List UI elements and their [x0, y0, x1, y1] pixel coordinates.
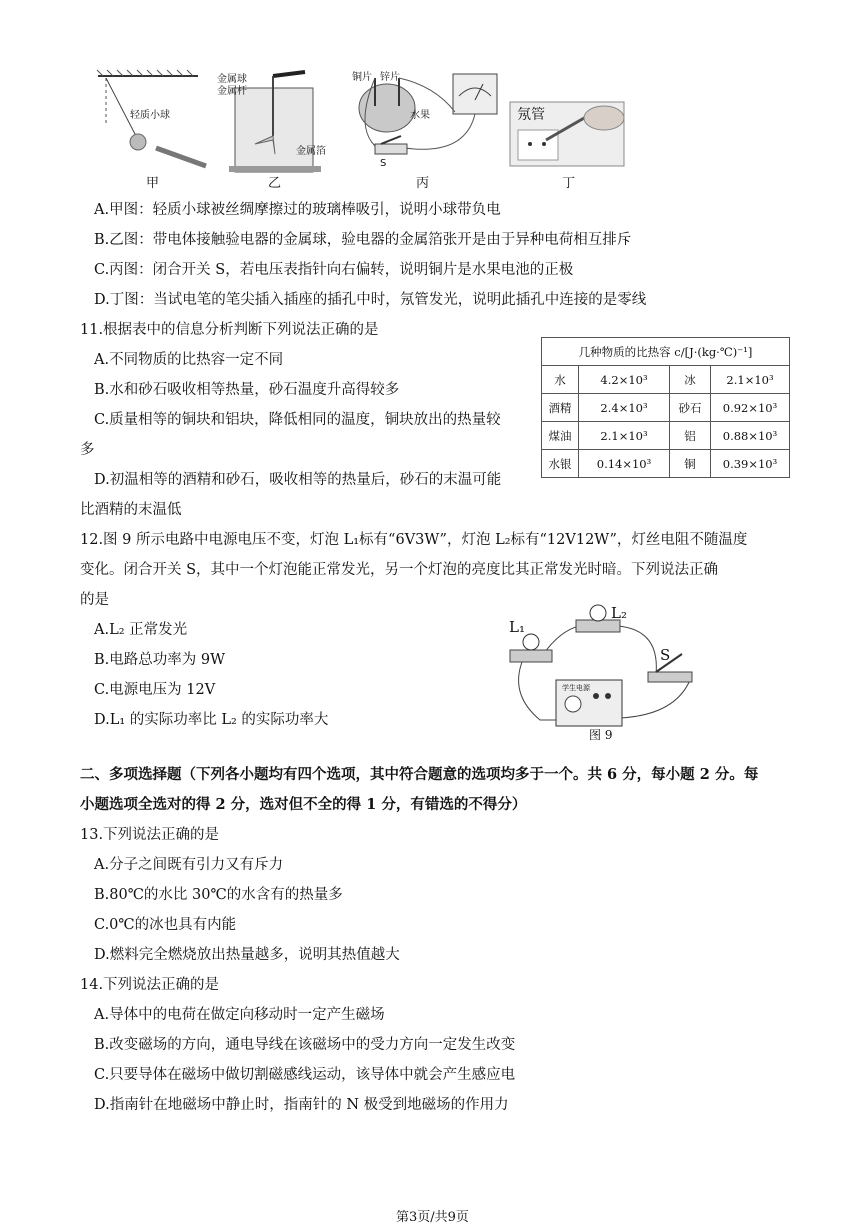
q12-option-a: A.L₂ 正常发光 [94, 622, 188, 638]
figure-9-circuit [500, 600, 700, 730]
q13-option-b: B.80℃的水比 30℃的水含有的热量多 [94, 887, 343, 903]
q13-option-d: D.燃料完全燃烧放出热量越多，说明其热值越大 [94, 947, 400, 963]
fig9-s-label: S [660, 646, 671, 664]
q10-option-d: D.丁图：当试电笔的笔尖插入插座的插孔中时，氖管发光，说明此插孔中连接的是零线 [94, 292, 647, 308]
bing-cu-label: 铜片 [352, 72, 372, 83]
q11-option-d: D.初温相等的酒精和砂石，吸收相等的热量后，砂石的末温可能 [94, 472, 502, 488]
figure-label-ding: 丁 [562, 176, 576, 191]
q13-option-a: A.分子之间既有引力又有斥力 [94, 857, 284, 873]
table-row: 水银 0.14×10³ 铜 0.39×10³ [542, 450, 790, 478]
table-title: 几种物质的比热容 c/[J·(kg·℃)⁻¹] [542, 338, 790, 366]
section2-header-line1: 二、多项选择题（下列各小题均有四个选项，其中符合题意的选项均多于一个。共 6 分，每小题 2 分。每 [80, 766, 759, 783]
q14-option-c: C.只要导体在磁场中做切割磁感线运动，该导体中就会产生感应电 [94, 1067, 516, 1083]
q11-option-a: A.不同物质的比热容一定不同 [94, 352, 284, 368]
specific-heat-table [541, 337, 790, 478]
figure-label-bing: 丙 [416, 176, 430, 191]
q10-option-a: A.甲图：轻质小球被丝绸摩擦过的玻璃棒吸引，说明小球带负电 [94, 202, 501, 218]
page-footer: 第3页/共9页 [396, 1210, 469, 1225]
fig9-caption: 图 9 [589, 728, 613, 742]
yi-foil-label: 金属箔 [296, 146, 326, 157]
ding-neon-label: 氖管 [517, 107, 545, 123]
yi-rod-label: 金属杆 [217, 86, 247, 97]
q11-option-b: B.水和砂石吸收相等热量，砂石温度升高得较多 [94, 382, 400, 398]
q14-option-d: D.指南针在地磁场中静止时，指南针的 N 极受到地磁场的作用力 [94, 1097, 509, 1113]
fig9-power-label: 学生电源 [562, 684, 590, 692]
q10-option-b: B.乙图：带电体接触验电器的金属球，验电器的金属箔张开是由于异种电荷相互排斥 [94, 232, 632, 248]
q11-option-c: C.质量相等的铜块和铝块，降低相同的温度，铜块放出的热量较 [94, 412, 501, 428]
bing-zn-label: 锌片 [380, 72, 400, 83]
q13-stem: 13.下列说法正确的是 [80, 827, 220, 843]
q11-option-d-cont: 比酒精的末温低 [80, 502, 182, 518]
figure-label-yi: 乙 [268, 176, 282, 191]
fig9-l2-label: L₂ [611, 604, 627, 622]
fig9-l1-label: L₁ [509, 618, 525, 636]
q11-stem: 11.根据表中的信息分析判断下列说法正确的是 [80, 322, 379, 338]
bing-fruit-label: 水果 [410, 110, 430, 121]
q10-option-c: C.丙图：闭合开关 S，若电压表指针向右偏转，说明铜片是水果电池的正极 [94, 262, 574, 278]
yi-ball-label: 金属球 [217, 74, 247, 85]
q12-option-c: C.电源电压为 12V [94, 682, 216, 698]
table-row: 酒精 2.4×10³ 砂石 0.92×10³ [542, 394, 790, 422]
figure-label-jia: 甲 [146, 176, 160, 191]
q11-option-c-cont: 多 [80, 442, 95, 458]
table-row: 煤油 2.1×10³ 铝 0.88×10³ [542, 422, 790, 450]
q14-option-a: A.导体中的电荷在做定向移动时一定产生磁场 [94, 1007, 385, 1023]
section2-header-line2: 小题选项全选对的得 2 分，选对但不全的得 1 分，有错选的不得分） [80, 796, 527, 813]
q13-option-c: C.0℃的冰也具有内能 [94, 917, 237, 933]
q12-stem-line2: 变化。闭合开关 S，其中一个灯泡能正常发光，另一个灯泡的亮度比其正常发光时暗。下列说法正确 [80, 562, 719, 578]
table-row: 水 4.2×10³ 冰 2.1×10³ [542, 366, 790, 394]
q14-stem: 14.下列说法正确的是 [80, 977, 220, 993]
q14-option-b: B.改变磁场的方向，通电导线在该磁场中的受力方向一定发生改变 [94, 1037, 516, 1053]
q12-option-d: D.L₁ 的实际功率比 L₂ 的实际功率大 [94, 712, 329, 728]
q12-stem-line1: 12.图 9 所示电路中电源电压不变，灯泡 L₁标有“6V3W”，灯泡 L₂标有“12V12W”，灯丝电阻不随温度 [80, 532, 748, 548]
q12-option-b: B.电路总功率为 9W [94, 652, 226, 668]
bing-switch-label: S [380, 158, 387, 169]
jia-ball-label: 轻质小球 [130, 110, 170, 121]
q12-stem-line3: 的是 [80, 592, 109, 608]
